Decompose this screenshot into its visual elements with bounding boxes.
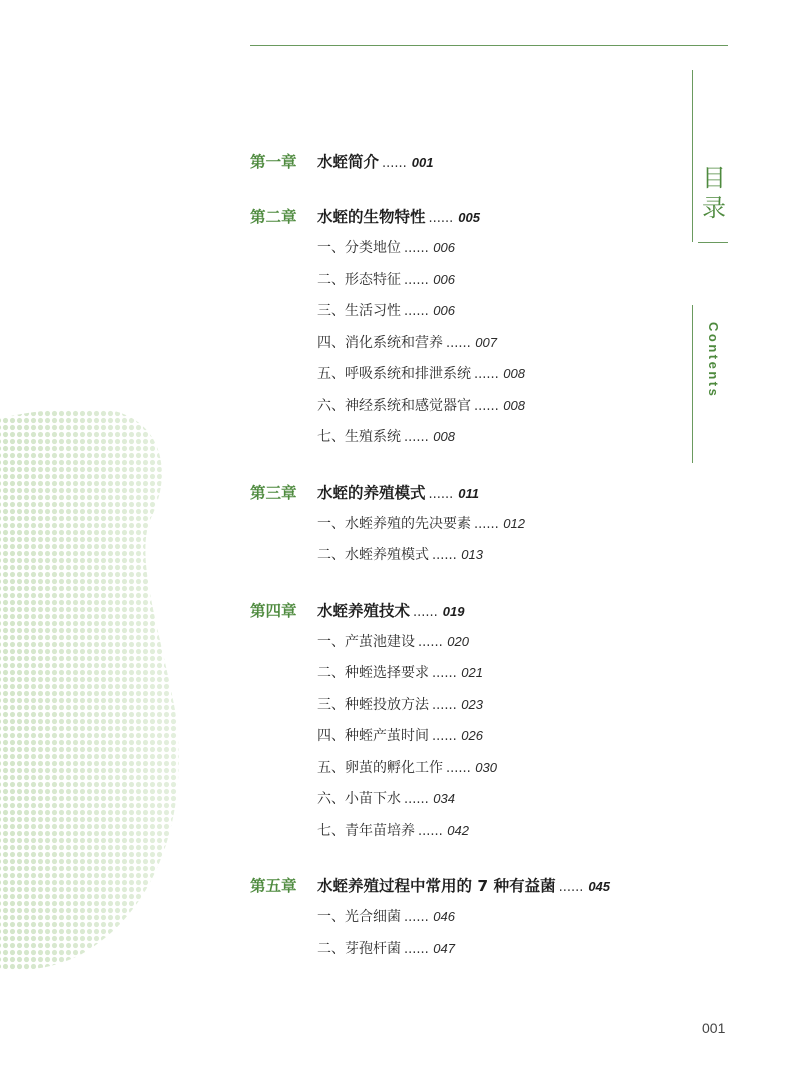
section-page-number: 008: [503, 397, 525, 413]
section-title: 一、产茧池建设: [317, 633, 415, 650]
leader-dots: ......: [413, 604, 438, 620]
section-entry[interactable]: [250, 358, 680, 390]
leader-dots: ......: [404, 792, 429, 807]
chapter-heading[interactable]: [250, 478, 680, 508]
section-entry[interactable]: [250, 539, 680, 571]
chapter-heading[interactable]: [250, 596, 680, 626]
section-title: 六、小苗下水: [317, 791, 401, 807]
toc-chapter: [250, 147, 680, 177]
leader-dots: ......: [404, 304, 429, 319]
leader-dots: ......: [404, 241, 429, 256]
chapter-page-number: 005: [458, 210, 480, 225]
section-page-number: 021: [461, 665, 483, 680]
section-entry[interactable]: [250, 815, 680, 847]
section-entry[interactable]: [250, 421, 680, 453]
chapter-number: 第三章: [250, 483, 297, 502]
chapter-page-number: 001: [411, 155, 434, 170]
section-entry[interactable]: [250, 508, 680, 540]
side-rule-upper: [692, 70, 693, 242]
section-title: 六、神经系统和感觉器官: [317, 397, 471, 414]
section-title: 三、生活习性: [317, 303, 401, 319]
chapter-title: 水蛭养殖过程中常用的 7 种有益菌: [317, 877, 556, 895]
leader-dots: ......: [428, 211, 454, 226]
section-entry[interactable]: [250, 232, 680, 264]
leader-dots: ......: [474, 367, 499, 382]
leader-dots: ......: [382, 156, 407, 171]
section-page-number: 012: [503, 515, 525, 531]
section-title: 三、种蛭投放方法: [317, 696, 429, 713]
section-entry[interactable]: [250, 901, 680, 933]
section-page-number: 046: [433, 909, 455, 924]
leader-dots: ......: [432, 729, 457, 744]
top-rule: [250, 45, 728, 46]
leader-dots: ......: [474, 398, 499, 414]
section-title: 四、种蛭产茧时间: [317, 728, 429, 744]
chapter-page-number: 019: [442, 603, 465, 619]
leader-dots: ......: [474, 516, 499, 532]
leader-dots: ......: [446, 760, 471, 776]
chapter-number: 第一章: [250, 153, 297, 171]
section-page-number: 008: [503, 366, 525, 381]
chapter-number: 第五章: [250, 877, 297, 895]
leader-dots: ......: [432, 666, 457, 681]
leader-dots: ......: [446, 335, 471, 351]
leader-dots: ......: [432, 548, 457, 563]
section-page-number: 006: [433, 271, 455, 287]
toc-chapter: [250, 871, 680, 964]
chapter-heading[interactable]: [250, 202, 680, 232]
section-page-number: 047: [433, 940, 455, 956]
side-subtitle: Contents: [706, 322, 721, 399]
leader-dots: ......: [404, 910, 429, 925]
page-number: 001: [702, 1020, 726, 1036]
section-title: 七、青年苗培养: [317, 822, 415, 839]
section-page-number: 042: [447, 822, 469, 838]
leader-dots: ......: [428, 486, 454, 502]
section-entry[interactable]: [250, 689, 680, 721]
section-title: 五、呼吸系统和排泄系统: [317, 366, 471, 382]
section-page-number: 006: [433, 240, 455, 255]
chapter-heading[interactable]: [250, 871, 680, 901]
section-entry[interactable]: [250, 933, 680, 965]
leader-dots: ......: [418, 823, 443, 839]
section-entry[interactable]: [250, 752, 680, 784]
chapter-title: 水蛭简介: [317, 153, 380, 171]
section-page-number: 026: [461, 728, 483, 743]
section-entry[interactable]: [250, 327, 680, 359]
leader-dots: ......: [432, 697, 457, 713]
section-title: 七、生殖系统: [317, 429, 401, 445]
section-page-number: 006: [433, 303, 455, 318]
table-of-contents: [250, 147, 680, 964]
section-title: 一、水蛭养殖的先决要素: [317, 515, 471, 532]
section-page-number: 007: [475, 334, 497, 350]
section-title: 五、卵茧的孵化工作: [317, 759, 443, 776]
toc-chapter: [250, 596, 680, 847]
leader-dots: ......: [404, 272, 429, 288]
section-entry[interactable]: [250, 783, 680, 815]
section-page-number: 023: [461, 696, 483, 712]
section-page-number: 013: [461, 547, 483, 562]
section-entry[interactable]: [250, 657, 680, 689]
section-entry[interactable]: [250, 264, 680, 296]
section-page-number: 008: [433, 429, 455, 444]
section-entry[interactable]: [250, 390, 680, 422]
chapter-page-number: 011: [458, 485, 479, 501]
section-title: 二、种蛭选择要求: [317, 665, 429, 681]
section-title: 二、形态特征: [317, 271, 401, 288]
chapter-number: 第四章: [250, 601, 297, 620]
section-title: 二、水蛭养殖模式: [317, 547, 429, 563]
section-entry[interactable]: [250, 295, 680, 327]
chapter-title: 水蛭养殖技术: [317, 601, 411, 620]
leader-dots: ......: [404, 941, 429, 957]
side-rule-lower: [692, 305, 693, 463]
leader-dots: ......: [558, 880, 584, 895]
section-page-number: 020: [447, 633, 469, 649]
section-entry[interactable]: [250, 720, 680, 752]
leader-dots: ......: [404, 430, 429, 445]
toc-chapter: [250, 202, 680, 453]
chapter-title: 水蛭的生物特性: [317, 208, 426, 226]
side-title: 目录: [702, 164, 726, 222]
side-rule-tick: [698, 242, 728, 243]
section-page-number: 030: [475, 759, 497, 775]
halftone-leaf-decoration: [0, 410, 190, 970]
leader-dots: ......: [418, 634, 443, 650]
chapter-title: 水蛭的养殖模式: [317, 483, 426, 502]
chapter-page-number: 045: [588, 879, 611, 894]
section-title: 一、光合细菌: [317, 909, 401, 925]
chapter-number: 第二章: [250, 208, 297, 226]
section-page-number: 034: [433, 791, 455, 806]
chapter-heading[interactable]: [250, 147, 680, 177]
section-title: 二、芽孢杆菌: [317, 940, 401, 957]
toc-chapter: [250, 478, 680, 571]
section-title: 一、分类地位: [317, 240, 401, 256]
section-title: 四、消化系统和营养: [317, 334, 443, 351]
section-entry[interactable]: [250, 626, 680, 658]
